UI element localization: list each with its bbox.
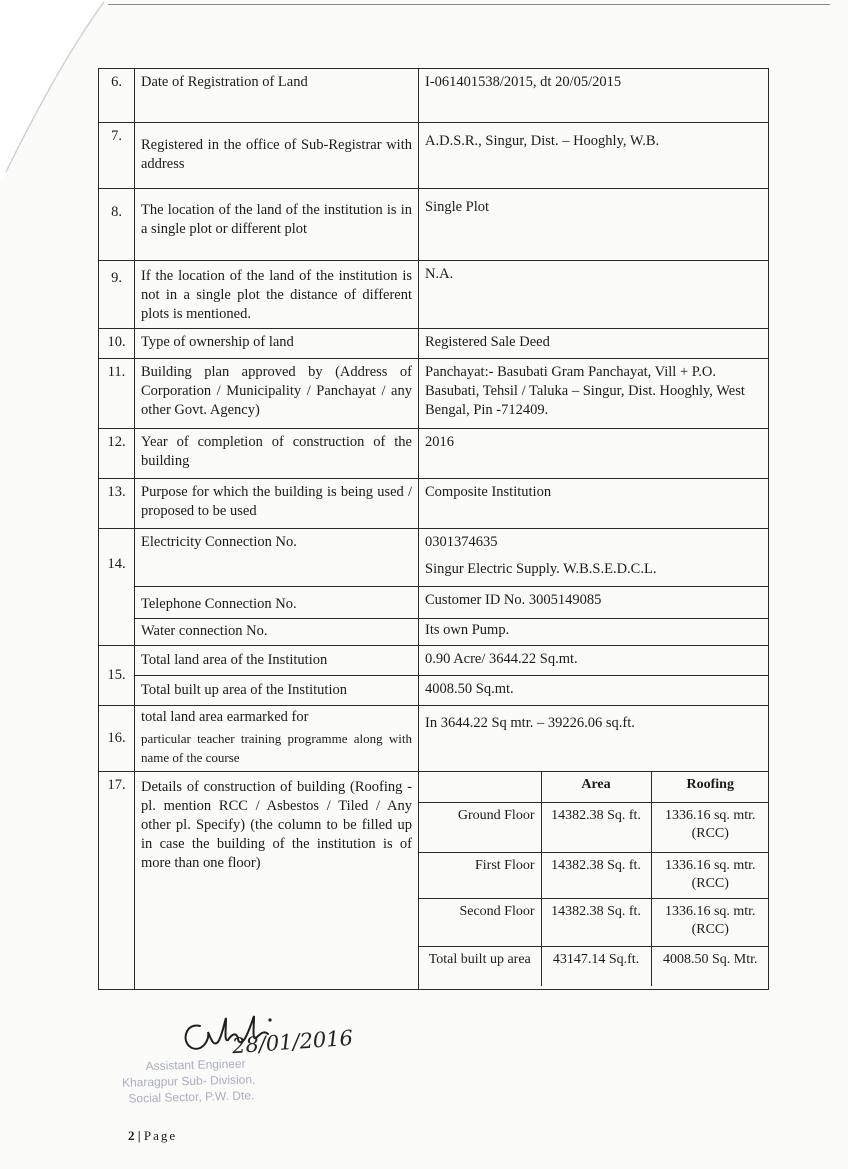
row-number: 7. [99,123,135,189]
row-number: 17. [99,772,135,990]
institution-details-table [98,68,769,990]
electricity-supplier: Singur Electric Supply. W.B.S.E.D.C.L. [425,561,657,577]
row-value: I-061401538/2015, dt 20/05/2015 [419,69,769,123]
row-value: Panchayat:- Basubati Gram Panchayat, Vill + P.O. Basubati, Tehsil / Taluka – Singur, Dist. Hooghly, West Bengal, Pin -712409. [419,359,769,429]
electricity-number: 0301374635 [425,534,498,550]
page-number: 2 [128,1128,135,1143]
floor-roofing: 1336.16 sq. mtr. (RCC) [651,802,769,852]
table-row [99,261,769,329]
table-row [99,772,769,990]
row-value: In 3644.22 Sq mtr. – 39226.06 sq.ft. [419,706,769,772]
row-label: Date of Registration of Land [135,69,419,123]
total-area: 43147.14 Sq.ft. [541,946,651,986]
floor-header-row [419,772,769,802]
floor-area: 14382.38 Sq. ft. [541,898,651,946]
floor-row [419,802,769,852]
row-number: 9. [99,261,135,329]
row-label: Details of construction of building (Roofing - pl. mention RCC / Asbestos / Tiled / Any other pl. Specify) (the column to be filled up in case the building of the institution is of more than one floor) [135,772,419,990]
table-row [99,529,769,587]
total-label: Total built up area [419,946,541,986]
table-row [99,329,769,359]
floor-total-row [419,946,769,986]
table-row [99,587,769,619]
floor-name: First Floor [419,852,541,898]
table-row [99,619,769,646]
floor-details-table [419,772,769,986]
row-number: 10. [99,329,135,359]
land-area-label: Total land area of the Institution [135,646,419,676]
page-fold-shadow [0,0,110,200]
floor-name: Ground Floor [419,802,541,852]
builtup-area-value: 4008.50 Sq.mt. [419,676,769,706]
stamp-line: Kharagpur Sub- Division, [121,1072,256,1090]
row-label: Registered in the office of Sub-Registrar with address [135,123,419,189]
table-row [99,123,769,189]
row-number: 11. [99,359,135,429]
table-row [99,646,769,676]
table-row [99,676,769,706]
row-value: Composite Institution [419,479,769,529]
row-value: Single Plot [419,189,769,261]
official-stamp [121,1055,256,1106]
floor-area: 14382.38 Sq. ft. [541,852,651,898]
floor-details-cell [419,772,769,990]
page-word: Page [143,1128,178,1143]
row-label: Purpose for which the building is being used / proposed to be used [135,479,419,529]
total-roofing: 4008.50 Sq. Mtr. [651,946,769,986]
row-label: Year of completion of construction of the building [135,429,419,479]
row-label-line: particular teacher training programme along with name of the course [141,731,412,765]
table-row [99,189,769,261]
table-row [99,69,769,123]
table-row [99,479,769,529]
floor-row [419,898,769,946]
row-value: 2016 [419,429,769,479]
row-label: Type of ownership of land [135,329,419,359]
electricity-label: Electricity Connection No. [135,529,419,587]
page-top-edge [108,4,830,5]
stamp-line: Assistant Engineer [145,1056,246,1074]
stamp-line: Social Sector, P.W. Dte. [128,1088,255,1106]
signature-date: 28/01/2016 [231,1025,354,1059]
table-row [99,359,769,429]
page-footer [128,1128,177,1144]
floor-roofing: 1336.16 sq. mtr. (RCC) [651,898,769,946]
row-number: 6. [99,69,135,123]
water-label: Water connection No. [135,619,419,646]
row-value: N.A. [419,261,769,329]
row-label [135,706,419,772]
electricity-value [419,529,769,587]
row-value: A.D.S.R., Singur, Dist. – Hooghly, W.B. [419,123,769,189]
row-number: 12. [99,429,135,479]
roofing-header: Roofing [651,772,769,802]
table-row [99,429,769,479]
row-number: 13. [99,479,135,529]
row-number: 8. [99,189,135,261]
row-number: 16. [99,706,135,772]
page-separator: | [137,1128,141,1143]
floor-header [419,772,541,802]
row-label-line: total land area earmarked for [141,709,309,725]
row-number: 15. [99,646,135,706]
builtup-area-label: Total built up area of the Institution [135,676,419,706]
telephone-label: Telephone Connection No. [135,587,419,619]
telephone-value: Customer ID No. 3005149085 [419,587,769,619]
floor-row [419,852,769,898]
row-number: 14. [99,529,135,646]
row-label: If the location of the land of the institution is not in a single plot the distance of different plots is mentioned. [135,261,419,329]
area-header: Area [541,772,651,802]
floor-area: 14382.38 Sq. ft. [541,802,651,852]
table-row [99,706,769,772]
row-value: Registered Sale Deed [419,329,769,359]
land-area-value: 0.90 Acre/ 3644.22 Sq.mt. [419,646,769,676]
floor-name: Second Floor [419,898,541,946]
water-value: Its own Pump. [419,619,769,646]
row-label: Building plan approved by (Address of Corporation / Municipality / Panchayat / any other Govt. Agency) [135,359,419,429]
floor-roofing: 1336.16 sq. mtr. (RCC) [651,852,769,898]
row-label: The location of the land of the institution is in a single plot or different plot [135,189,419,261]
